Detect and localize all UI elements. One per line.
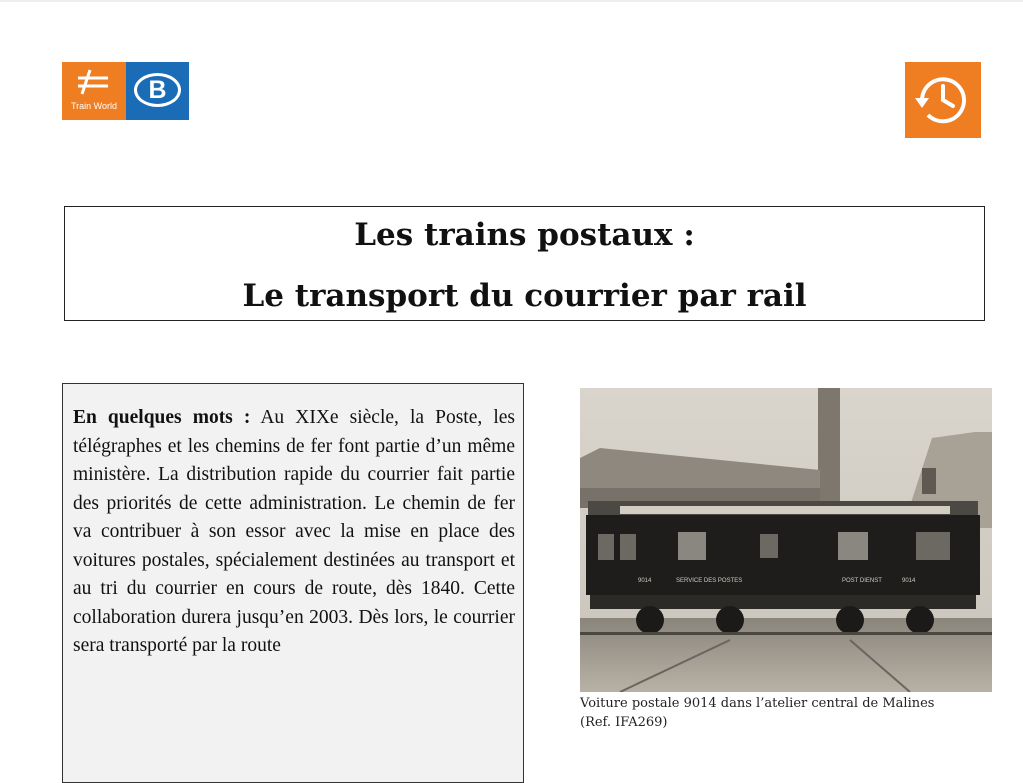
- caption-line-2: (Ref. IFA269): [580, 715, 668, 730]
- car-label-left: SERVICE DES POSTES: [676, 578, 743, 584]
- train-world-logo-text: Train World: [70, 101, 117, 111]
- postal-car-photo: [580, 388, 992, 692]
- top-rule: [0, 0, 1023, 2]
- sncb-logo: [126, 62, 189, 120]
- photo-caption: [580, 694, 992, 732]
- page-subtitle: Le transport du courrier par rail: [242, 278, 807, 314]
- train-world-symbol-icon: [76, 68, 110, 96]
- intro-paragraph: [73, 404, 515, 661]
- car-number-left: 9014: [638, 578, 652, 584]
- page-title: Les trains postaux :: [354, 217, 695, 253]
- postal-car-illustration: [580, 388, 992, 692]
- title-box: [64, 206, 985, 321]
- car-label-right: POST DIENST: [842, 578, 882, 584]
- intro-text-box: [62, 383, 524, 783]
- intro-lead: En quelques mots :: [73, 407, 251, 428]
- caption-line-1: Voiture postale 9014 dans l’atelier central de Malines: [580, 696, 935, 711]
- sncb-logo-letter: B: [148, 76, 167, 104]
- car-number-right: 9014: [902, 578, 916, 584]
- history-clock-logo: [905, 62, 981, 138]
- history-clock-icon: [905, 62, 981, 138]
- train-world-logo: [62, 62, 126, 120]
- intro-body: Au XIXe siècle, la Poste, les télégraphes et les chemins de fer font partie d’un même ministère. La distribution rapide du courrier fait partie des priorités de cette administration. Le chemin de fer va contribuer à son essor avec la mise en place des voitures postales, spécialement destinées au transport et au tri du courrier en cours de route, dès 1840. Cette collaboration durera jusqu’en 2003. Dès lors, le courrier sera transporté par la route: [73, 407, 515, 656]
